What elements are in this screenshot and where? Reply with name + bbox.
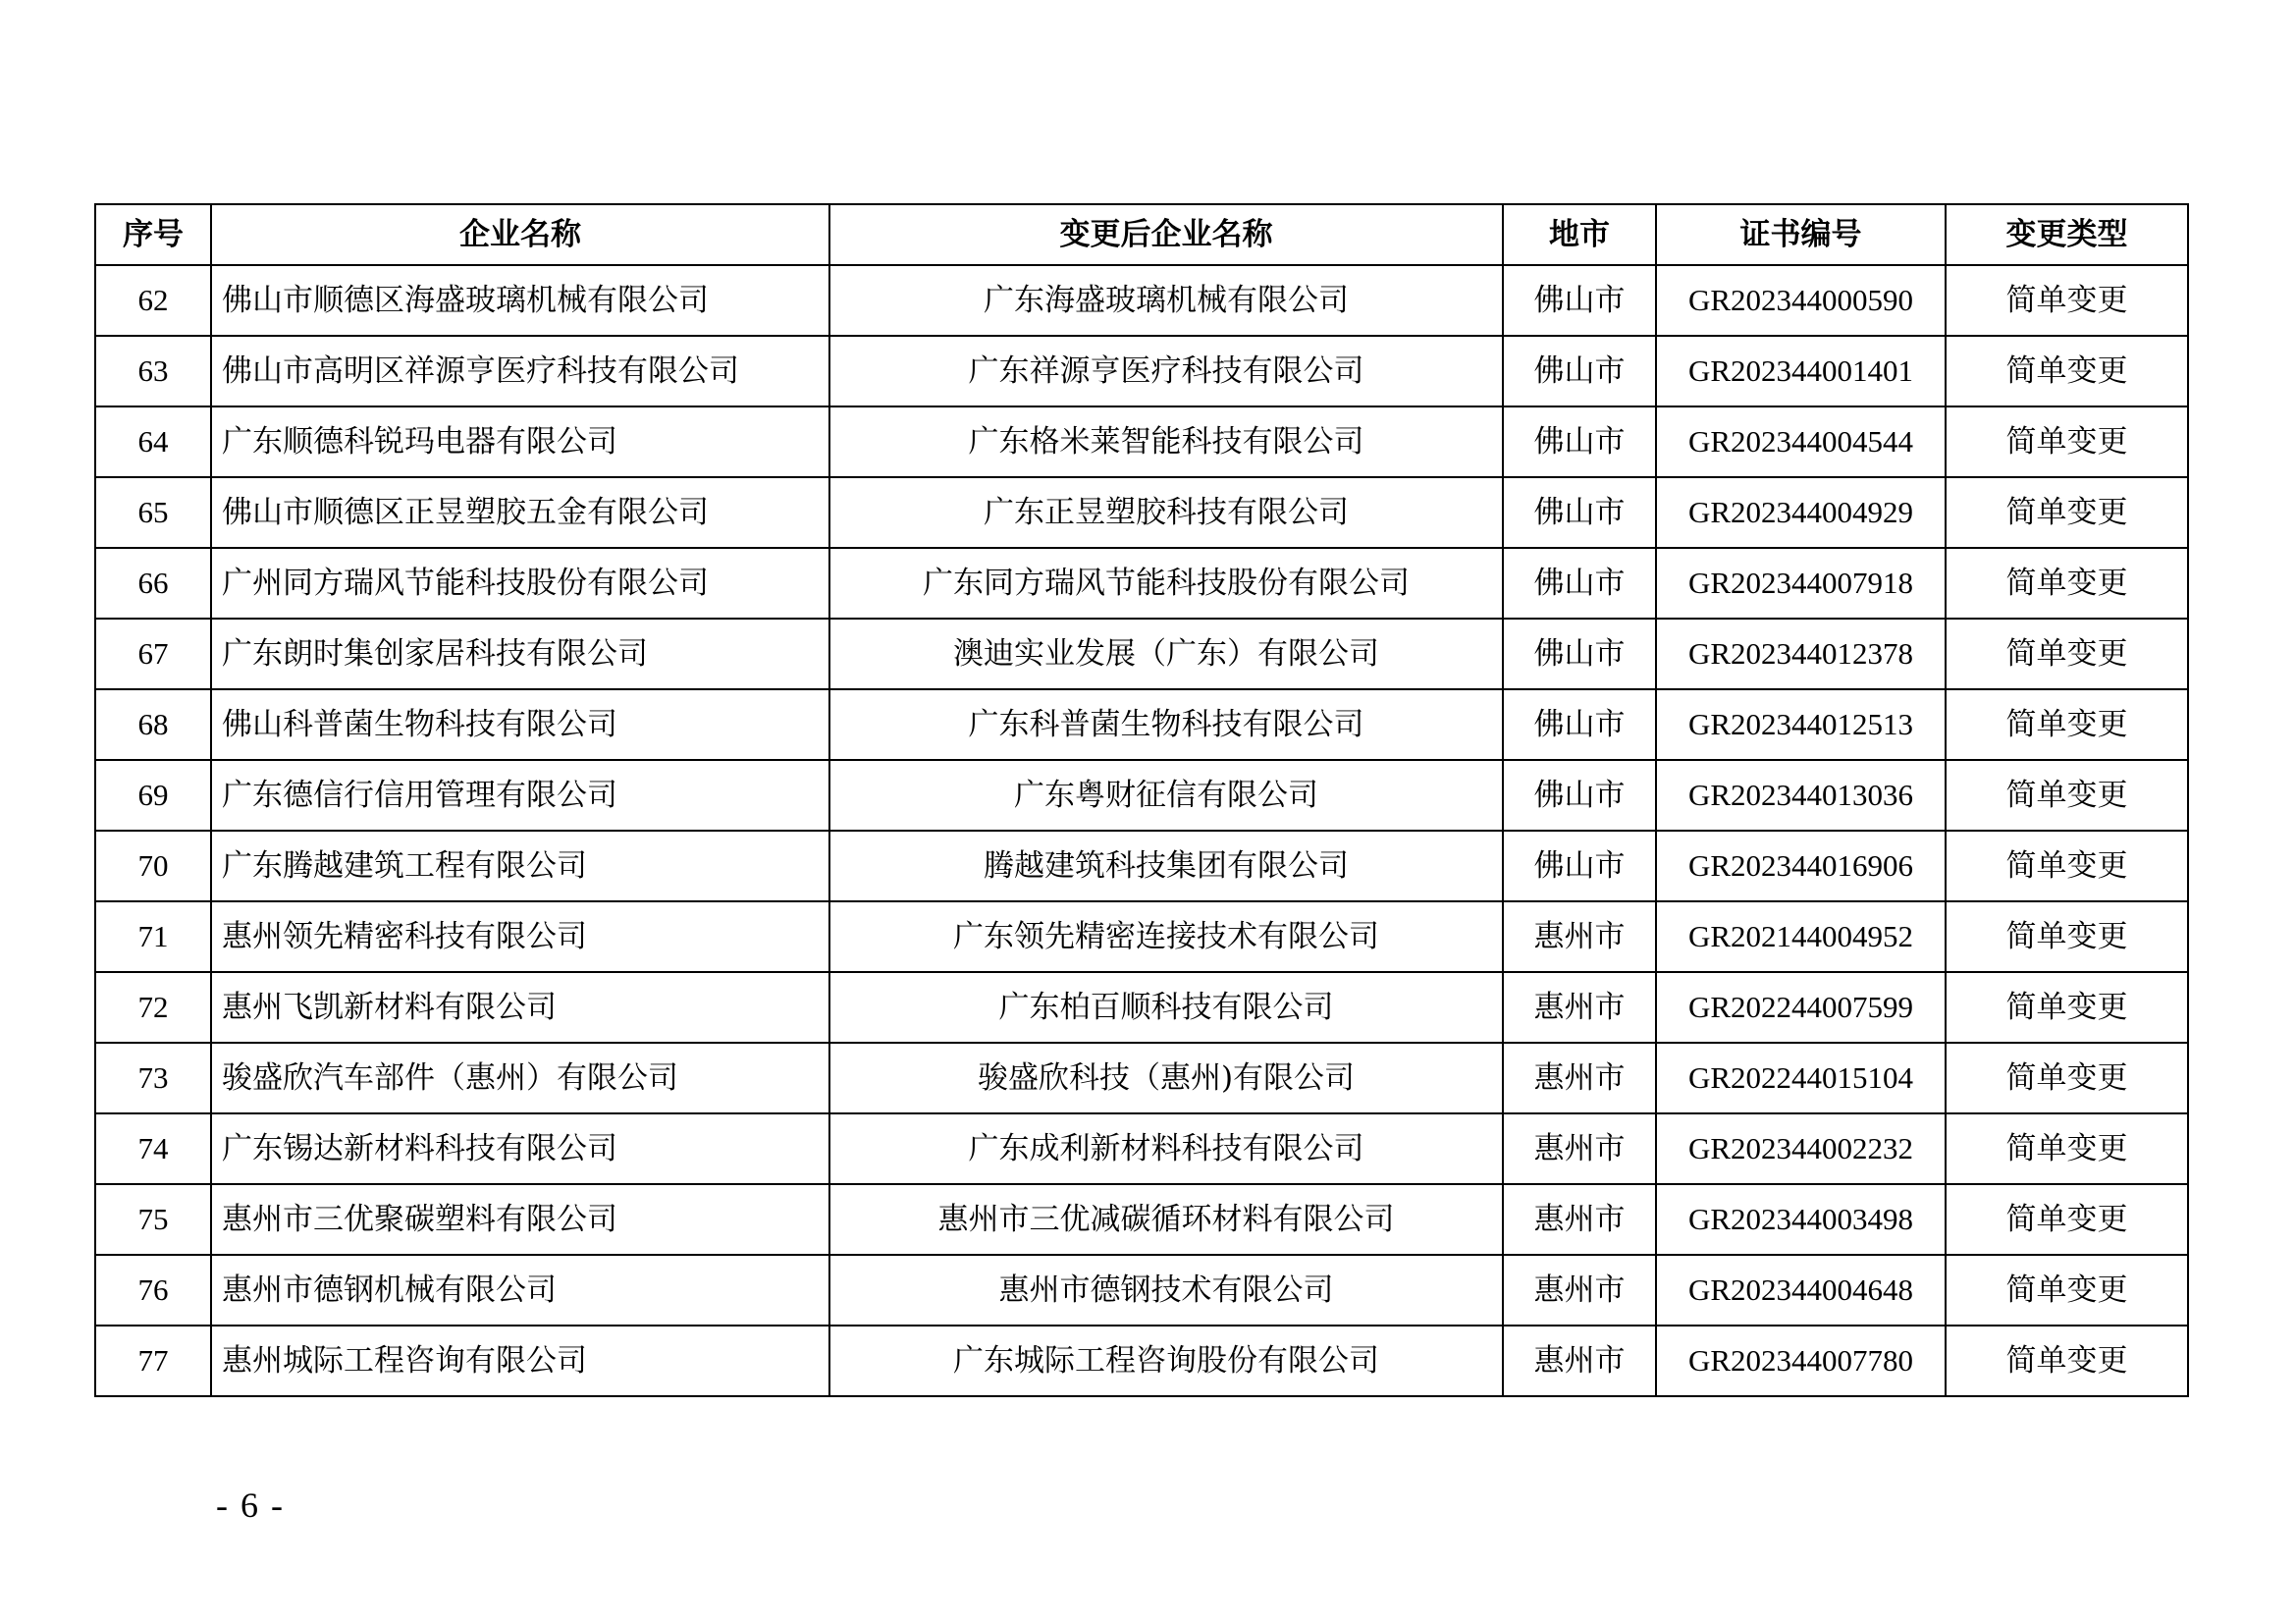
row-city: 佛山市: [1503, 265, 1656, 336]
row-change-type: 简单变更: [1946, 336, 2188, 406]
row-city: 惠州市: [1503, 972, 1656, 1043]
row-change-type: 简单变更: [1946, 1255, 2188, 1326]
table-row: [95, 406, 2188, 477]
row-city: 惠州市: [1503, 1326, 1656, 1396]
row-company-name: 佛山市顺德区海盛玻璃机械有限公司: [211, 265, 829, 336]
table-header-row: [95, 204, 2188, 265]
table-row: [95, 1113, 2188, 1184]
row-certificate-number: GR202344002232: [1656, 1113, 1946, 1184]
row-company-name: 广东朗时集创家居科技有限公司: [211, 619, 829, 689]
page-number: - 6 -: [216, 1486, 285, 1525]
row-company-name: 惠州城际工程咨询有限公司: [211, 1326, 829, 1396]
table-row: [95, 689, 2188, 760]
row-change-type: 简单变更: [1946, 1184, 2188, 1255]
row-change-type: 简单变更: [1946, 689, 2188, 760]
row-seq: 74: [95, 1113, 211, 1184]
row-change-type: 简单变更: [1946, 406, 2188, 477]
row-city: 惠州市: [1503, 1043, 1656, 1113]
row-company-name: 佛山市顺德区正昱塑胶五金有限公司: [211, 477, 829, 548]
row-city: 佛山市: [1503, 406, 1656, 477]
row-new-company-name: 广东格米莱智能科技有限公司: [829, 406, 1503, 477]
row-new-company-name: 骏盛欣科技（惠州)有限公司: [829, 1043, 1503, 1113]
row-company-name: 惠州市德钢机械有限公司: [211, 1255, 829, 1326]
row-seq: 73: [95, 1043, 211, 1113]
row-seq: 65: [95, 477, 211, 548]
row-new-company-name: 广东同方瑞风节能科技股份有限公司: [829, 548, 1503, 619]
row-city: 惠州市: [1503, 1113, 1656, 1184]
row-seq: 70: [95, 831, 211, 901]
row-new-company-name: 广东科普菌生物科技有限公司: [829, 689, 1503, 760]
row-city: 佛山市: [1503, 689, 1656, 760]
row-new-company-name: 广东领先精密连接技术有限公司: [829, 901, 1503, 972]
row-company-name: 惠州领先精密科技有限公司: [211, 901, 829, 972]
row-certificate-number: GR202244007599: [1656, 972, 1946, 1043]
row-change-type: 简单变更: [1946, 831, 2188, 901]
table-row: [95, 831, 2188, 901]
row-new-company-name: 广东海盛玻璃机械有限公司: [829, 265, 1503, 336]
row-certificate-number: GR202344000590: [1656, 265, 1946, 336]
row-city: 惠州市: [1503, 901, 1656, 972]
row-change-type: 简单变更: [1946, 477, 2188, 548]
table-row: [95, 336, 2188, 406]
company-change-table: [94, 203, 2189, 1397]
row-certificate-number: GR202344003498: [1656, 1184, 1946, 1255]
row-certificate-number: GR202344012513: [1656, 689, 1946, 760]
row-new-company-name: 广东柏百顺科技有限公司: [829, 972, 1503, 1043]
header-city: 地市: [1503, 204, 1656, 265]
row-new-company-name: 广东正昱塑胶科技有限公司: [829, 477, 1503, 548]
header-new-company-name: 变更后企业名称: [829, 204, 1503, 265]
table-row: [95, 972, 2188, 1043]
row-new-company-name: 澳迪实业发展（广东）有限公司: [829, 619, 1503, 689]
table-row: [95, 1043, 2188, 1113]
table-row: [95, 548, 2188, 619]
row-company-name: 惠州市三优聚碳塑料有限公司: [211, 1184, 829, 1255]
row-certificate-number: GR202344012378: [1656, 619, 1946, 689]
row-seq: 69: [95, 760, 211, 831]
row-city: 佛山市: [1503, 831, 1656, 901]
row-seq: 63: [95, 336, 211, 406]
row-seq: 66: [95, 548, 211, 619]
row-certificate-number: GR202244015104: [1656, 1043, 1946, 1113]
row-new-company-name: 广东城际工程咨询股份有限公司: [829, 1326, 1503, 1396]
table-row: [95, 619, 2188, 689]
row-certificate-number: GR202344001401: [1656, 336, 1946, 406]
row-city: 佛山市: [1503, 477, 1656, 548]
row-change-type: 简单变更: [1946, 760, 2188, 831]
row-change-type: 简单变更: [1946, 265, 2188, 336]
row-seq: 72: [95, 972, 211, 1043]
row-certificate-number: GR202344007780: [1656, 1326, 1946, 1396]
row-city: 佛山市: [1503, 760, 1656, 831]
row-seq: 75: [95, 1184, 211, 1255]
row-company-name: 广东顺德科锐玛电器有限公司: [211, 406, 829, 477]
row-seq: 64: [95, 406, 211, 477]
row-company-name: 惠州飞凯新材料有限公司: [211, 972, 829, 1043]
row-city: 佛山市: [1503, 548, 1656, 619]
table-row: [95, 760, 2188, 831]
row-certificate-number: GR202144004952: [1656, 901, 1946, 972]
row-company-name: 广州同方瑞风节能科技股份有限公司: [211, 548, 829, 619]
row-company-name: 广东锡达新材料科技有限公司: [211, 1113, 829, 1184]
row-certificate-number: GR202344016906: [1656, 831, 1946, 901]
row-change-type: 简单变更: [1946, 619, 2188, 689]
row-seq: 71: [95, 901, 211, 972]
table-row: [95, 1184, 2188, 1255]
table-row: [95, 265, 2188, 336]
row-certificate-number: GR202344004648: [1656, 1255, 1946, 1326]
row-city: 佛山市: [1503, 619, 1656, 689]
row-new-company-name: 惠州市三优减碳循环材料有限公司: [829, 1184, 1503, 1255]
row-new-company-name: 广东祥源亨医疗科技有限公司: [829, 336, 1503, 406]
row-certificate-number: GR202344004929: [1656, 477, 1946, 548]
row-change-type: 简单变更: [1946, 1043, 2188, 1113]
header-certificate-number: 证书编号: [1656, 204, 1946, 265]
row-change-type: 简单变更: [1946, 1326, 2188, 1396]
table-row: [95, 477, 2188, 548]
row-certificate-number: GR202344007918: [1656, 548, 1946, 619]
row-company-name: 广东德信行信用管理有限公司: [211, 760, 829, 831]
row-company-name: 骏盛欣汽车部件（惠州）有限公司: [211, 1043, 829, 1113]
row-change-type: 简单变更: [1946, 972, 2188, 1043]
table-body: [95, 265, 2188, 1396]
row-seq: 77: [95, 1326, 211, 1396]
row-company-name: 广东腾越建筑工程有限公司: [211, 831, 829, 901]
row-company-name: 佛山科普菌生物科技有限公司: [211, 689, 829, 760]
row-city: 佛山市: [1503, 336, 1656, 406]
row-new-company-name: 广东粤财征信有限公司: [829, 760, 1503, 831]
row-new-company-name: 广东成利新材料科技有限公司: [829, 1113, 1503, 1184]
row-company-name: 佛山市高明区祥源亨医疗科技有限公司: [211, 336, 829, 406]
header-seq: 序号: [95, 204, 211, 265]
row-seq: 67: [95, 619, 211, 689]
row-new-company-name: 惠州市德钢技术有限公司: [829, 1255, 1503, 1326]
row-seq: 62: [95, 265, 211, 336]
row-change-type: 简单变更: [1946, 901, 2188, 972]
row-seq: 76: [95, 1255, 211, 1326]
row-certificate-number: GR202344004544: [1656, 406, 1946, 477]
header-change-type: 变更类型: [1946, 204, 2188, 265]
row-city: 惠州市: [1503, 1184, 1656, 1255]
table-row: [95, 1255, 2188, 1326]
row-city: 惠州市: [1503, 1255, 1656, 1326]
table-row: [95, 1326, 2188, 1396]
header-company-name: 企业名称: [211, 204, 829, 265]
row-new-company-name: 腾越建筑科技集团有限公司: [829, 831, 1503, 901]
row-change-type: 简单变更: [1946, 548, 2188, 619]
row-seq: 68: [95, 689, 211, 760]
row-certificate-number: GR202344013036: [1656, 760, 1946, 831]
table-row: [95, 901, 2188, 972]
row-change-type: 简单变更: [1946, 1113, 2188, 1184]
